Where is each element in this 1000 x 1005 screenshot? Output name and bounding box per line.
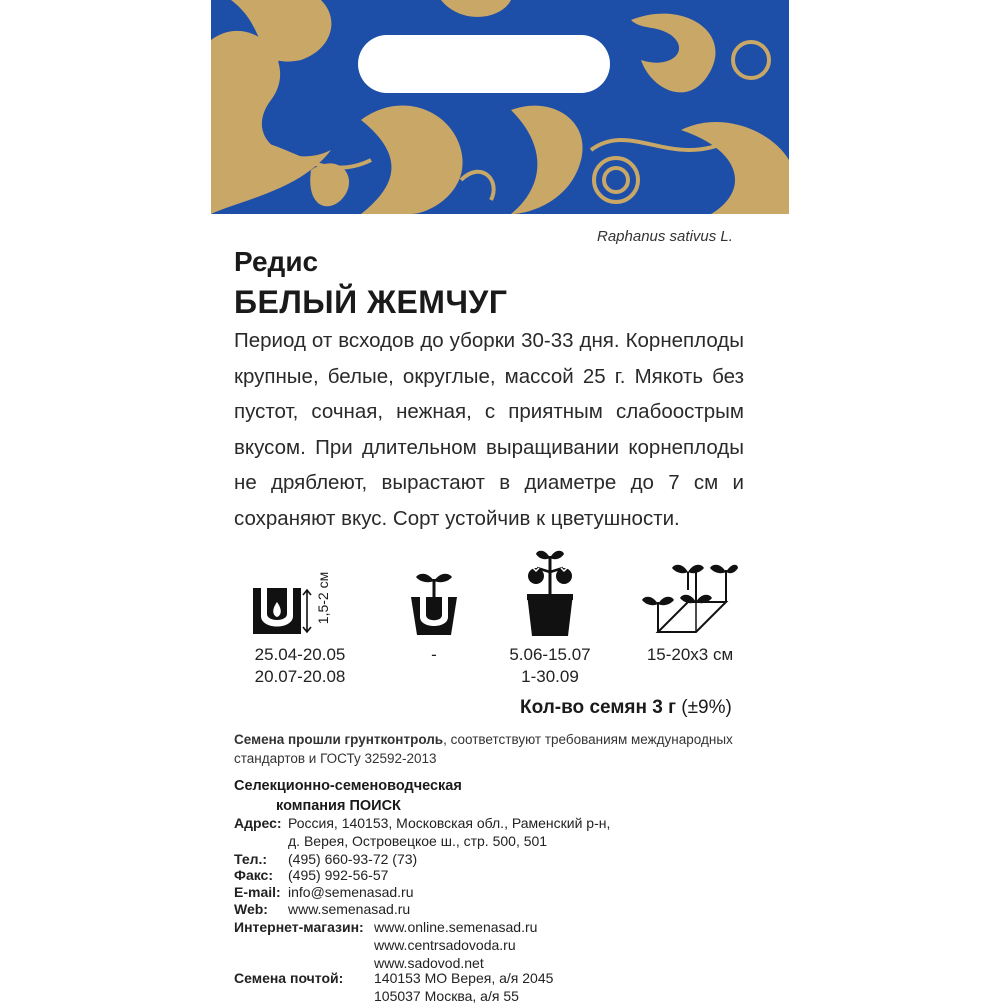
- harvest-dates-line-2: 1-30.09: [521, 667, 579, 686]
- company-line-1: Селекционно-семеноводческая: [234, 778, 462, 794]
- latin-name: Raphanus sativus L.: [597, 228, 733, 245]
- contact-fax: [234, 866, 754, 884]
- sowing-dates-line-1: 25.04-20.05: [254, 645, 346, 664]
- contact-address: [234, 814, 754, 850]
- sowing-depth-label: 1,5-2 см: [315, 571, 331, 625]
- harvest-dates: [494, 644, 606, 688]
- seedling-icon: [411, 567, 457, 637]
- mail-address-2: 105037 Москва, а/я 55: [374, 988, 519, 1004]
- company-name: [234, 776, 462, 816]
- email-label: E-mail:: [234, 884, 281, 900]
- variety-description: Период от всходов до уборки 30-33 дня. Корнеплоды крупные, белые, округлые, массой 25 г. Мякоть без пустот, сочная, нежная, с приятным слабоострым вкусом. При длительном выращивании корнеплоды не дряблеют, вырастают в диаметре до 7 см и сохраняют вкус. Сорт устойчив к цветушности.: [234, 329, 744, 530]
- email-value: info@semenasad.ru: [288, 884, 414, 900]
- shop-url-2: www.centrsadovoda.ru: [374, 937, 516, 953]
- shop-url-3: www.sadovod.net: [374, 955, 484, 971]
- certification-bold: Семена прошли грунтконтроль: [234, 732, 444, 747]
- planting-scheme-icon: [642, 560, 738, 634]
- contact-email: [234, 883, 754, 901]
- crop-name: Редис: [234, 246, 319, 277]
- seed-quantity-tolerance: (±9%): [681, 697, 732, 718]
- harvest-plant-icon: [527, 548, 573, 636]
- address-label: Адрес:: [234, 815, 282, 831]
- variety-name: БЕЛЫЙ ЖЕМЧУГ: [234, 284, 508, 320]
- web-value: www.semenasad.ru: [288, 901, 411, 917]
- mail-address-1: 140153 МО Верея, а/я 2045: [374, 970, 554, 986]
- address-line-2: д. Верея, Островецкое ш., стр. 500, 501: [288, 833, 548, 849]
- packet-banner: [211, 0, 789, 214]
- contact-shop: [234, 918, 754, 972]
- shop-url-1: www.online.semenasad.ru: [374, 919, 538, 935]
- mail-label: Семена почтой:: [234, 970, 344, 986]
- sowing-dates: [240, 644, 360, 688]
- fax-label: Факс:: [234, 867, 274, 883]
- sowing-depth-label-box: [312, 568, 332, 634]
- sowing-depth-icon: [253, 588, 301, 634]
- depth-arrow-icon: [302, 588, 312, 634]
- planting-spacing: 15-20х3 см: [646, 645, 734, 664]
- shop-label: Интернет-магазин:: [234, 919, 364, 935]
- certification-rest: , соответствуют требованиям международных стандартов и ГОСТу 32592-2013: [234, 732, 733, 766]
- seed-quantity-label: Кол-во семян 3 г: [520, 697, 676, 718]
- phone-label: Тел.:: [234, 851, 268, 867]
- fax-value: (495) 992-56-57: [288, 867, 389, 883]
- company-line-2: компания ПОИСК: [276, 798, 401, 814]
- contact-web: [234, 900, 754, 918]
- dragon-pattern-image: [211, 0, 789, 214]
- certification-note: [234, 730, 754, 768]
- web-label: Web:: [234, 901, 268, 917]
- harvest-dates-line-1: 5.06-15.07: [509, 645, 591, 664]
- seedling-dates: -: [431, 645, 437, 664]
- seed-quantity: [520, 697, 732, 719]
- sowing-dates-line-2: 20.07-20.08: [254, 667, 346, 686]
- phone-value: (495) 660-93-72 (73): [288, 851, 418, 867]
- contact-mail-order: [234, 969, 754, 1004]
- hang-hole: [358, 35, 610, 93]
- address-line-1: Россия, 140153, Московская обл., Раменский р-н,: [288, 815, 611, 831]
